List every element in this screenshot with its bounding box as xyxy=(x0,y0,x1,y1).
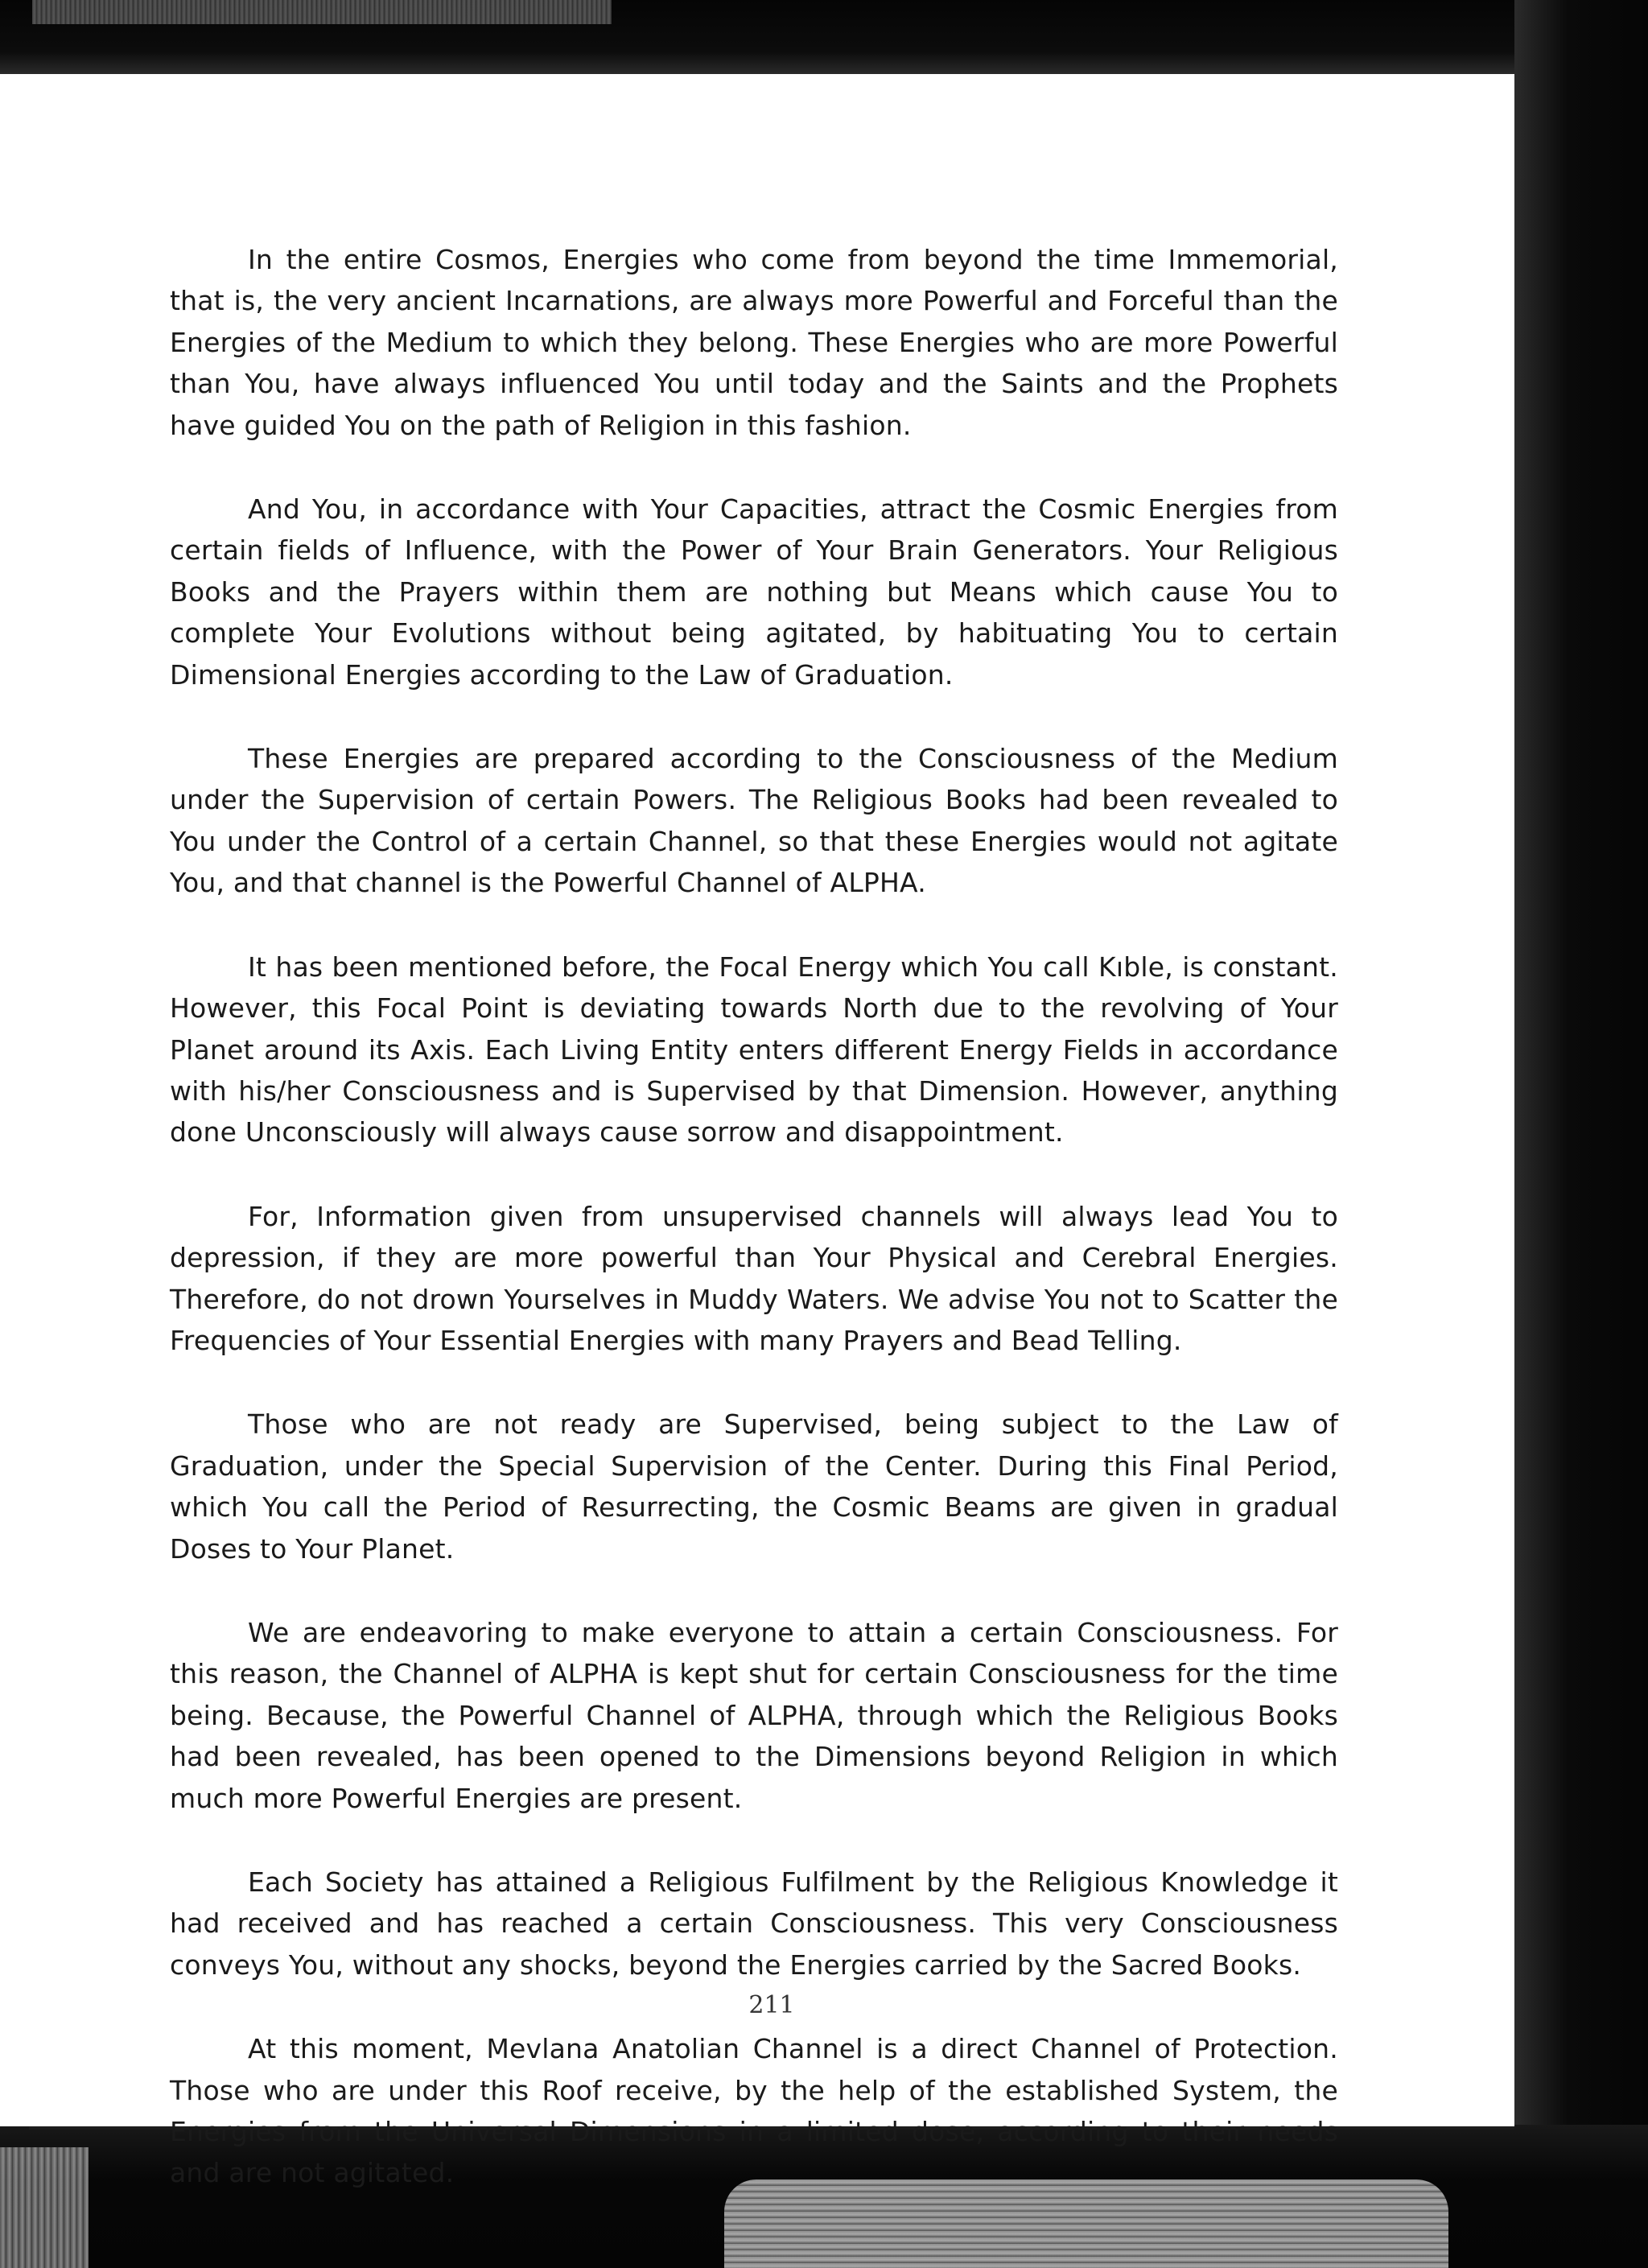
paragraph: These Energies are prepared according to the Consciousness of the Medium under the Supervision of certain Powers. The Religious Books had been revealed to You under the Control of a certain Channel, so that these Energies would not agitate You, and that channel is the Powerful Channel of ALPHA. xyxy=(170,743,1338,899)
top-scan-artifact xyxy=(32,0,612,24)
paragraph: It has been mentioned before, the Focal Energy which You call Kıble, is constant. However, this Focal Point is deviating towards North due to the revolving of Your Planet around its Axis. Each Living Entity enters different Energy Fields in accordance with his/her Consciousness and is Supervised by that Dimension. However, anything done Unconsciously will always cause sorrow and disappointment. xyxy=(170,950,1338,1148)
paragraph: In the entire Cosmos, Energies who come from beyond the time Immemorial, that is, the very ancient Incarnations, are always more Powerful and Forceful than the Energies of the Medium to which they belong. These Energies who are more Powerful than You, have always influenced You until today and the Saints and the Prophets have guided You on the path of Religion in this fashion. xyxy=(170,244,1338,441)
paragraph: At this moment, Mevlana Anatolian Channel is a direct Channel of Protection. Those who are under this Roof receive, by the help of the established System, the Energies from the Universal Dimensions in a limited dose, according to their needs and are not agitated. xyxy=(170,2033,1338,2189)
paragraph: For, Information given from unsupervised channels will always lead You to depression, if they are more powerful than Your Physical and Cerebral Energies. Therefore, do not drown Yourselves in Muddy Waters. We advise You not to Scatter the Frequencies of Your Essential Energies with many Prayers and Bead Telling. xyxy=(170,1200,1338,1356)
right-scan-shadow xyxy=(1514,0,1648,2268)
paragraph: Those who are not ready are Supervised, being subject to the Law of Graduation, under the Special Supervision of the Center. During this Final Period, which You call the Period of Resurrecting, the Cosmic Beams are given in gradual Doses to Your Planet. xyxy=(170,1408,1338,1565)
paragraph: And You, in accordance with Your Capacities, attract the Cosmic Energies from certain fields of Influence, with the Power of Your Brain Generators. Your Religious Books and the Prayers within them are nothing but Means which cause You to complete Your Evolutions without being agitated, by habituating You to certain Dimensional Energies according to the Law of Graduation. xyxy=(170,493,1338,691)
paragraph: We are endeavoring to make everyone to attain a certain Consciousness. For this reason, the Channel of ALPHA is kept shut for certain Consciousness for the time being. Because, the Powerful Channel of ALPHA, through which the Religious Books had been revealed, has been opened to the Dimensions beyond Religion in which much more Powerful Energies are present. xyxy=(170,1616,1338,1814)
left-page-edge xyxy=(0,74,31,2126)
bottom-left-scan-glare xyxy=(0,2147,89,2268)
page-body xyxy=(170,239,1338,2237)
page-number: 211 xyxy=(748,1991,795,2019)
paragraph: Each Society has attained a Religious Fulfilment by the Religious Knowledge it had received and has reached a certain Consciousness. This very Consciousness conveys You, without any shocks, beyond the Energies carried by the Sacred Books. xyxy=(170,1866,1338,1981)
book-page xyxy=(29,74,1514,2189)
